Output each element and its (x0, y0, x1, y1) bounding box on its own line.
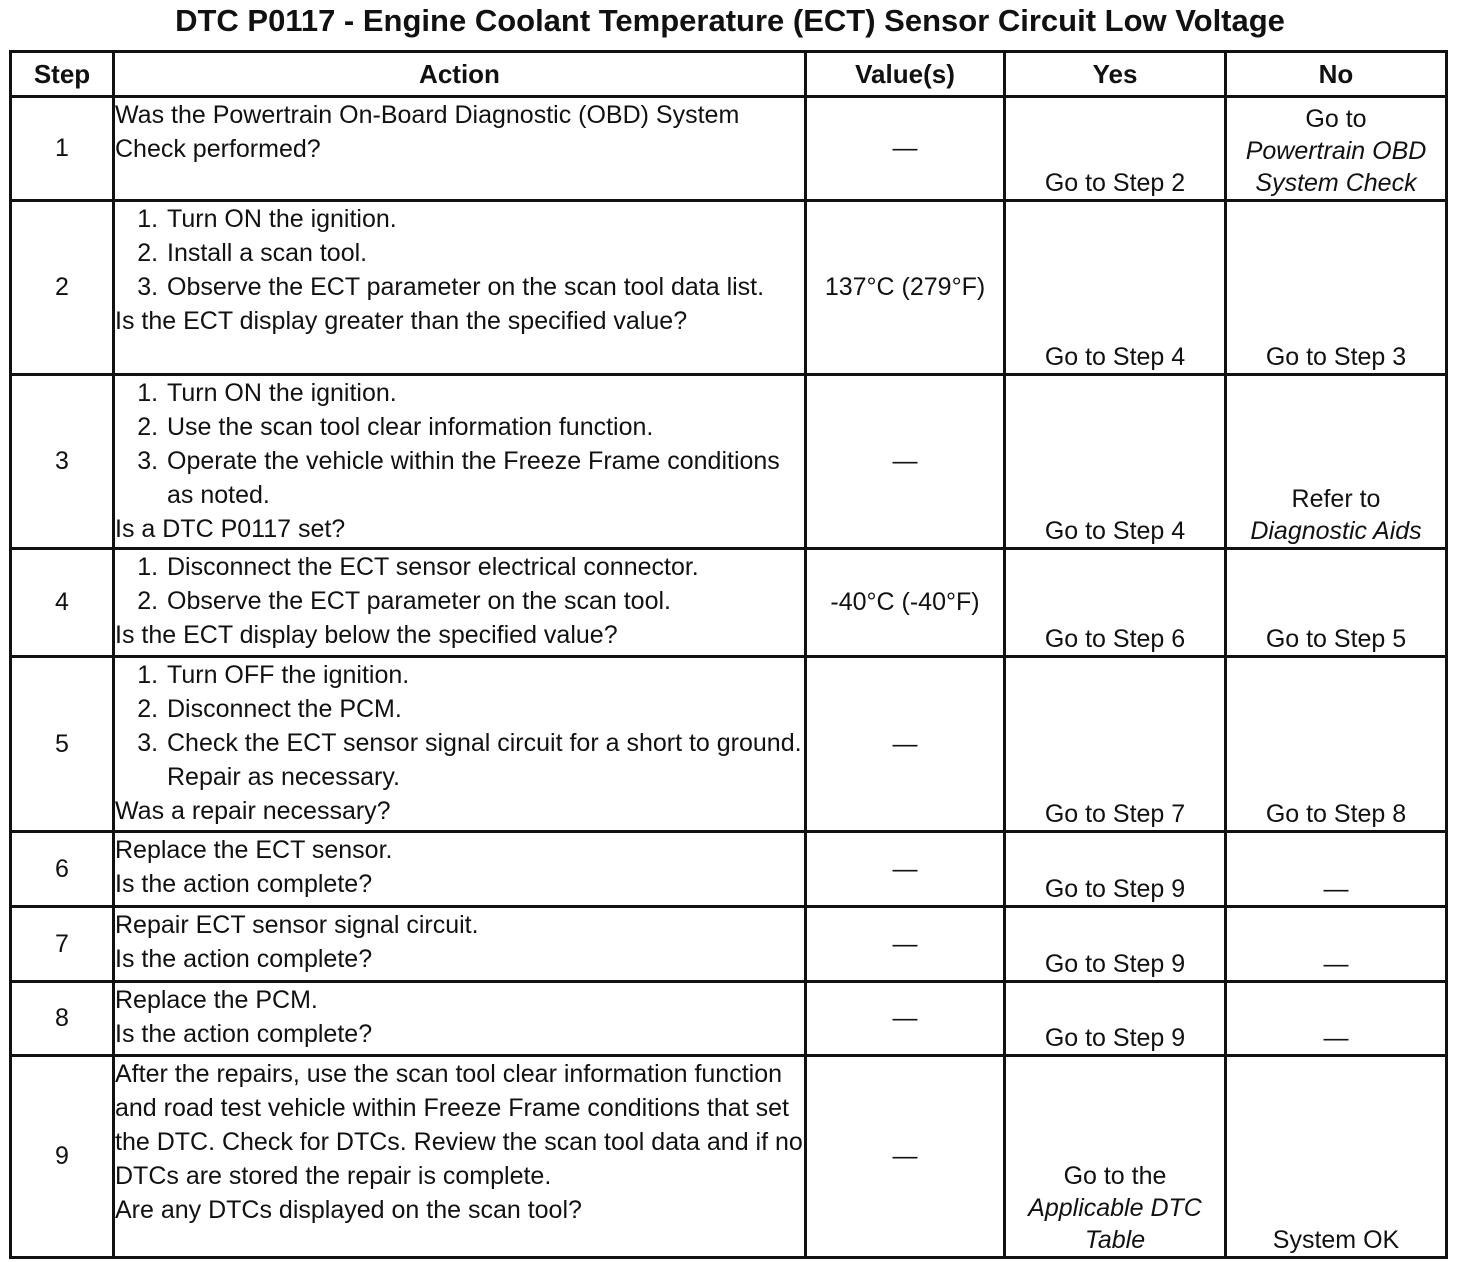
action-question: Is the ECT display greater than the specified value? (115, 307, 688, 335)
table-header-row (11, 52, 1447, 97)
procedure-step: 1. Turn ON the ignition. (165, 202, 804, 236)
no-cell (1226, 375, 1447, 549)
dtc-diagnostic-table (9, 50, 1448, 1259)
table-row (11, 375, 1447, 549)
no-text: — (1323, 875, 1349, 903)
no-reference: Diagnostic Aids (1250, 517, 1422, 545)
yes-cell (1005, 201, 1226, 375)
step-number: 8 (11, 982, 114, 1056)
step-number: 4 (11, 549, 114, 657)
action-cell (114, 657, 806, 832)
no-text: — (1323, 950, 1349, 978)
value-cell: — (806, 375, 1005, 549)
yes-reference: Applicable DTC Table (1028, 1194, 1202, 1254)
yes-text: Go to Step 7 (1044, 800, 1186, 828)
action-question: Was the Powertrain On-Board Diagnostic (OBD) System Check performed? (115, 101, 740, 163)
procedure-list (115, 658, 804, 794)
no-text: Go to Step 3 (1265, 343, 1407, 371)
header-action: Action (114, 52, 806, 97)
table-row (11, 982, 1447, 1056)
procedure-step: 2. Observe the ECT parameter on the scan tool. (165, 584, 804, 618)
procedure-step: 2. Install a scan tool. (165, 236, 804, 270)
action-cell (114, 832, 806, 907)
no-cell (1226, 549, 1447, 657)
no-cell (1226, 982, 1447, 1056)
yes-cell (1005, 375, 1226, 549)
value-cell: — (806, 982, 1005, 1056)
action-cell (114, 1056, 806, 1258)
value-cell: — (806, 97, 1005, 201)
table-row (11, 832, 1447, 907)
yes-cell (1005, 907, 1226, 982)
action-cell (114, 907, 806, 982)
action-question: Is the action complete? (115, 870, 373, 898)
no-cell (1226, 832, 1447, 907)
no-cell (1226, 97, 1447, 201)
procedure-step: 2. Use the scan tool clear information function. (165, 410, 804, 444)
yes-cell (1005, 1056, 1226, 1258)
value-cell: -40°C (-40°F) (806, 549, 1005, 657)
action-question: Is a DTC P0117 set? (115, 515, 346, 543)
yes-cell (1005, 832, 1226, 907)
yes-text: Go to Step 2 (1044, 169, 1186, 197)
header-values: Value(s) (806, 52, 1005, 97)
header-no: No (1226, 52, 1447, 97)
no-text: Go to Step 8 (1265, 800, 1407, 828)
yes-text: Go to Step 4 (1044, 343, 1186, 371)
procedure-step: 2. Disconnect the PCM. (165, 692, 804, 726)
value-cell: — (806, 1056, 1005, 1258)
yes-text: Go to Step 4 (1044, 517, 1186, 545)
no-cell (1226, 657, 1447, 832)
no-text: Go to (1305, 105, 1367, 133)
action-cell (114, 201, 806, 375)
table-row (11, 907, 1447, 982)
value-cell: 137°C (279°F) (806, 201, 1005, 375)
step-number: 1 (11, 97, 114, 201)
step-number: 5 (11, 657, 114, 832)
procedure-step: 3. Observe the ECT parameter on the scan tool data list. (165, 270, 804, 304)
action-question: Was a repair necessary? (115, 797, 391, 825)
header-yes: Yes (1005, 52, 1226, 97)
table-row (11, 1056, 1447, 1258)
procedure-step: 3. Check the ECT sensor signal circuit for a short to ground. Repair as necessary. (165, 726, 804, 794)
yes-cell (1005, 982, 1226, 1056)
action-question: Replace the PCM. (115, 986, 318, 1014)
no-reference: Powertrain OBD System Check (1245, 137, 1427, 197)
yes-text: Go to Step 9 (1044, 950, 1186, 978)
action-question: After the repairs, use the scan tool clear information function and road test vehicle within Freeze Frame conditions that set the DTC. Check for DTCs. Review the scan tool data and if no DTCs are stored the repair is complete. (115, 1060, 803, 1190)
yes-text: Go to Step 9 (1044, 1024, 1186, 1052)
procedure-list (115, 550, 804, 618)
yes-text: Go to Step 6 (1044, 625, 1186, 653)
action-question: Is the action complete? (115, 1020, 373, 1048)
action-question: Is the ECT display below the specified value? (115, 621, 618, 649)
action-cell (114, 375, 806, 549)
value-cell: — (806, 832, 1005, 907)
no-cell (1226, 1056, 1447, 1258)
table-row (11, 97, 1447, 201)
no-text: System OK (1272, 1226, 1400, 1254)
action-cell (114, 982, 806, 1056)
step-number: 2 (11, 201, 114, 375)
action-question: Is the action complete? (115, 945, 373, 973)
yes-text: Go to the (1063, 1162, 1167, 1190)
action-question: Repair ECT sensor signal circuit. (115, 911, 479, 939)
step-number: 9 (11, 1056, 114, 1258)
table-row (11, 657, 1447, 832)
step-number: 7 (11, 907, 114, 982)
procedure-list (115, 202, 804, 304)
no-text: Refer to (1291, 485, 1381, 513)
action-question: Replace the ECT sensor. (115, 836, 393, 864)
step-number: 3 (11, 375, 114, 549)
document-title: DTC P0117 - Engine Coolant Temperature (ECT) Sensor Circuit Low Voltage (175, 3, 1285, 38)
procedure-step: 3. Operate the vehicle within the Freeze Frame conditions as noted. (165, 444, 804, 512)
procedure-step: 1. Turn ON the ignition. (165, 376, 804, 410)
step-number: 6 (11, 832, 114, 907)
yes-cell (1005, 97, 1226, 201)
header-step: Step (11, 52, 114, 97)
yes-cell (1005, 657, 1226, 832)
no-text: Go to Step 5 (1265, 625, 1407, 653)
no-cell (1226, 201, 1447, 375)
action-cell (114, 549, 806, 657)
no-cell (1226, 907, 1447, 982)
yes-cell (1005, 549, 1226, 657)
procedure-list (115, 376, 804, 512)
table-row (11, 549, 1447, 657)
action-question: Are any DTCs displayed on the scan tool? (115, 1196, 582, 1224)
yes-text: Go to Step 9 (1044, 875, 1186, 903)
value-cell: — (806, 657, 1005, 832)
procedure-step: 1. Disconnect the ECT sensor electrical connector. (165, 550, 804, 584)
no-text: — (1323, 1024, 1349, 1052)
action-cell (114, 97, 806, 201)
table-row (11, 201, 1447, 375)
procedure-step: 1. Turn OFF the ignition. (165, 658, 804, 692)
value-cell: — (806, 907, 1005, 982)
